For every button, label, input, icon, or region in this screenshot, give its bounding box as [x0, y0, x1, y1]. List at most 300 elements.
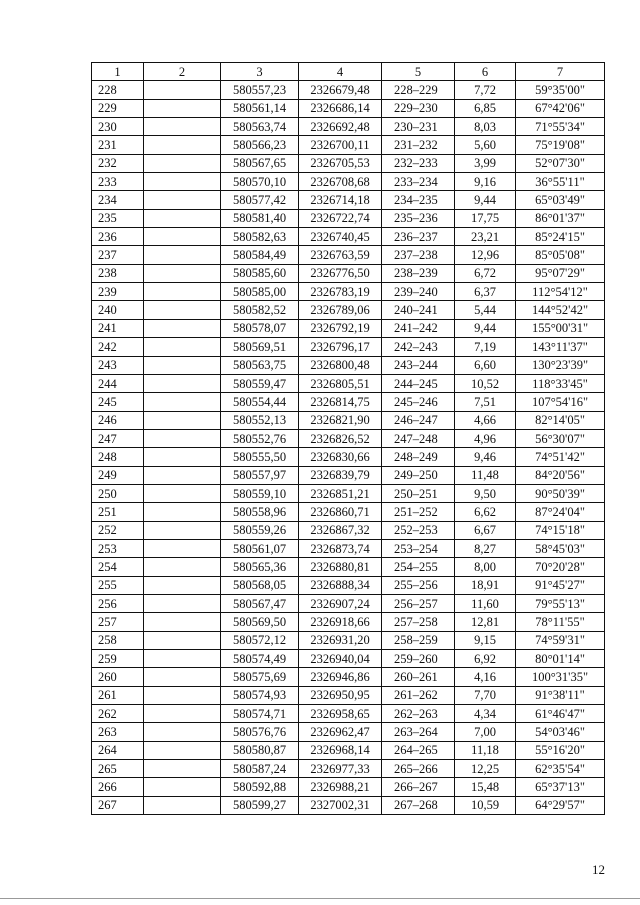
table-cell: 2326946,86 — [299, 668, 382, 686]
table-cell: 85°24'15" — [516, 228, 605, 246]
table-cell: 580581,40 — [221, 209, 299, 227]
table-cell: 580587,24 — [221, 760, 299, 778]
table-cell: 259 — [92, 650, 144, 668]
table-cell: 247 — [92, 429, 144, 447]
table-cell — [144, 760, 221, 778]
page-number: 12 — [592, 862, 605, 877]
table-cell — [144, 81, 221, 99]
table-cell: 6,72 — [455, 264, 516, 282]
table-row — [92, 631, 605, 649]
table-cell — [144, 99, 221, 117]
table-cell — [144, 668, 221, 686]
table-cell: 2326740,45 — [299, 228, 382, 246]
column-header: 6 — [455, 63, 516, 81]
table-cell: 258 — [92, 631, 144, 649]
table-cell: 10,52 — [455, 374, 516, 392]
table-cell: 11,60 — [455, 594, 516, 612]
table-header-row — [92, 63, 605, 81]
table-cell: 240 — [92, 301, 144, 319]
table-cell: 233 — [92, 173, 144, 191]
table-cell — [144, 374, 221, 392]
table-cell: 12,96 — [455, 246, 516, 264]
table-cell: 580557,97 — [221, 466, 299, 484]
table-cell — [144, 356, 221, 374]
table-cell: 6,60 — [455, 356, 516, 374]
table-cell — [144, 705, 221, 723]
table-cell: 2326783,19 — [299, 283, 382, 301]
table-cell: 580578,07 — [221, 319, 299, 337]
table-cell: 2326851,21 — [299, 484, 382, 502]
table-cell — [144, 723, 221, 741]
table-cell: 249 — [92, 466, 144, 484]
table-cell: 8,03 — [455, 118, 516, 136]
table-cell: 232–233 — [382, 154, 455, 172]
table-cell: 239–240 — [382, 283, 455, 301]
table-cell: 82°14'05" — [516, 411, 605, 429]
table-cell: 580561,07 — [221, 539, 299, 557]
table-cell: 80°01'14" — [516, 650, 605, 668]
table-cell: 251–252 — [382, 503, 455, 521]
table-cell: 580576,76 — [221, 723, 299, 741]
table-cell: 11,48 — [455, 466, 516, 484]
table-cell: 71°55'34" — [516, 118, 605, 136]
table-cell: 253 — [92, 539, 144, 557]
table-cell: 67°42'06" — [516, 99, 605, 117]
table-cell: 580574,71 — [221, 705, 299, 723]
table-cell: 235 — [92, 209, 144, 227]
table-cell: 55°16'20" — [516, 741, 605, 759]
table-cell: 2326931,20 — [299, 631, 382, 649]
table-row — [92, 99, 605, 117]
table-cell: 59°35'00" — [516, 81, 605, 99]
table-cell: 2326686,14 — [299, 99, 382, 117]
table-cell: 237 — [92, 246, 144, 264]
table-row — [92, 723, 605, 741]
table-row — [92, 594, 605, 612]
table-cell — [144, 448, 221, 466]
table-cell: 130°23'39" — [516, 356, 605, 374]
table-cell: 267–268 — [382, 796, 455, 814]
table-cell: 2326958,65 — [299, 705, 382, 723]
table-cell — [144, 173, 221, 191]
table-row — [92, 319, 605, 337]
table-cell: 240–241 — [382, 301, 455, 319]
table-cell — [144, 778, 221, 796]
table-row — [92, 209, 605, 227]
table-row — [92, 356, 605, 374]
table-cell — [144, 319, 221, 337]
table-cell: 2326805,51 — [299, 374, 382, 392]
table-cell: 2326873,74 — [299, 539, 382, 557]
table-cell: 230 — [92, 118, 144, 136]
table-cell: 246 — [92, 411, 144, 429]
table-cell: 236 — [92, 228, 144, 246]
table-cell: 23,21 — [455, 228, 516, 246]
table-cell: 250–251 — [382, 484, 455, 502]
table-cell — [144, 136, 221, 154]
table-row — [92, 264, 605, 282]
table-cell — [144, 741, 221, 759]
table-cell: 70°20'28" — [516, 558, 605, 576]
table-cell: 245–246 — [382, 393, 455, 411]
table-cell — [144, 484, 221, 502]
table-cell: 52°07'30" — [516, 154, 605, 172]
table-cell — [144, 154, 221, 172]
table-cell — [144, 393, 221, 411]
table-cell: 90°50'39" — [516, 484, 605, 502]
table-cell: 580569,50 — [221, 613, 299, 631]
table-cell: 580567,47 — [221, 594, 299, 612]
table-cell: 236–237 — [382, 228, 455, 246]
table-row — [92, 81, 605, 99]
table-cell: 229 — [92, 99, 144, 117]
table-cell: 580569,51 — [221, 338, 299, 356]
table-cell: 262–263 — [382, 705, 455, 723]
table-cell: 4,34 — [455, 705, 516, 723]
table-row — [92, 650, 605, 668]
table-cell — [144, 631, 221, 649]
table-cell: 249–250 — [382, 466, 455, 484]
table-cell: 6,92 — [455, 650, 516, 668]
table-cell: 86°01'37" — [516, 209, 605, 227]
table-cell: 36°55'11" — [516, 173, 605, 191]
table-cell: 2326692,48 — [299, 118, 382, 136]
table-cell: 9,50 — [455, 484, 516, 502]
table-cell: 580585,60 — [221, 264, 299, 282]
table-cell: 243 — [92, 356, 144, 374]
column-header: 1 — [92, 63, 144, 81]
table-cell: 235–236 — [382, 209, 455, 227]
table-cell: 265–266 — [382, 760, 455, 778]
table-cell: 580584,49 — [221, 246, 299, 264]
table-cell: 2326888,34 — [299, 576, 382, 594]
table-cell: 56°30'07" — [516, 429, 605, 447]
table-cell: 2326722,74 — [299, 209, 382, 227]
table-cell: 2326988,21 — [299, 778, 382, 796]
table-cell: 112°54'12" — [516, 283, 605, 301]
table-cell — [144, 338, 221, 356]
table-cell: 580566,23 — [221, 136, 299, 154]
table-row — [92, 301, 605, 319]
table-cell: 6,62 — [455, 503, 516, 521]
table-row — [92, 539, 605, 557]
table-row — [92, 741, 605, 759]
table-cell: 264 — [92, 741, 144, 759]
table-cell: 242 — [92, 338, 144, 356]
table-cell: 580575,69 — [221, 668, 299, 686]
table-row — [92, 484, 605, 502]
table-cell: 79°55'13" — [516, 594, 605, 612]
table-cell: 580552,76 — [221, 429, 299, 447]
table-row — [92, 521, 605, 539]
table-cell: 2326714,18 — [299, 191, 382, 209]
table-cell: 580555,50 — [221, 448, 299, 466]
table-cell: 250 — [92, 484, 144, 502]
table-cell: 580568,05 — [221, 576, 299, 594]
table-cell — [144, 613, 221, 631]
table-cell: 254–255 — [382, 558, 455, 576]
table-cell: 2326950,95 — [299, 686, 382, 704]
table-cell — [144, 228, 221, 246]
table-cell: 580582,63 — [221, 228, 299, 246]
table-cell: 85°05'08" — [516, 246, 605, 264]
table-cell: 580585,00 — [221, 283, 299, 301]
table-cell — [144, 539, 221, 557]
table-cell: 261–262 — [382, 686, 455, 704]
table-cell: 237–238 — [382, 246, 455, 264]
table-cell: 100°31'35" — [516, 668, 605, 686]
table-cell: 54°03'46" — [516, 723, 605, 741]
column-header: 7 — [516, 63, 605, 81]
table-cell: 84°20'56" — [516, 466, 605, 484]
table-cell: 266 — [92, 778, 144, 796]
column-header: 2 — [144, 63, 221, 81]
table-cell: 78°11'55" — [516, 613, 605, 631]
table-cell: 258–259 — [382, 631, 455, 649]
table-cell: 228–229 — [382, 81, 455, 99]
table-cell: 264–265 — [382, 741, 455, 759]
table-cell: 2326918,66 — [299, 613, 382, 631]
table-cell: 2326860,71 — [299, 503, 382, 521]
table-cell: 238–239 — [382, 264, 455, 282]
table-cell: 256 — [92, 594, 144, 612]
table-cell: 580563,74 — [221, 118, 299, 136]
table-cell — [144, 558, 221, 576]
table-cell: 17,75 — [455, 209, 516, 227]
table-cell — [144, 264, 221, 282]
table-cell: 266–267 — [382, 778, 455, 796]
table-cell: 5,44 — [455, 301, 516, 319]
table-cell: 248–249 — [382, 448, 455, 466]
table-cell: 234 — [92, 191, 144, 209]
table-cell: 580565,36 — [221, 558, 299, 576]
table-cell: 256–257 — [382, 594, 455, 612]
table-cell: 7,51 — [455, 393, 516, 411]
table-row — [92, 668, 605, 686]
table-row — [92, 576, 605, 594]
table-cell: 7,00 — [455, 723, 516, 741]
table-cell — [144, 209, 221, 227]
table-cell — [144, 191, 221, 209]
table-cell: 580559,10 — [221, 484, 299, 502]
table-row — [92, 558, 605, 576]
table-cell: 580552,13 — [221, 411, 299, 429]
table-cell: 7,72 — [455, 81, 516, 99]
table-row — [92, 173, 605, 191]
table-cell: 2326940,04 — [299, 650, 382, 668]
table-cell: 233–234 — [382, 173, 455, 191]
table-row — [92, 686, 605, 704]
table-cell: 2326776,50 — [299, 264, 382, 282]
table-cell: 10,59 — [455, 796, 516, 814]
table-row — [92, 191, 605, 209]
table-cell: 580572,12 — [221, 631, 299, 649]
table-cell: 232 — [92, 154, 144, 172]
table-cell: 580577,42 — [221, 191, 299, 209]
table-cell: 247–248 — [382, 429, 455, 447]
table-cell: 7,19 — [455, 338, 516, 356]
table-cell: 74°51'42" — [516, 448, 605, 466]
table-cell: 231–232 — [382, 136, 455, 154]
table-row — [92, 374, 605, 392]
table-cell: 580558,96 — [221, 503, 299, 521]
table-body — [92, 81, 605, 815]
table-cell: 9,44 — [455, 319, 516, 337]
table-cell: 2326789,06 — [299, 301, 382, 319]
table-cell: 95°07'29" — [516, 264, 605, 282]
table-cell: 9,46 — [455, 448, 516, 466]
table-cell: 580554,44 — [221, 393, 299, 411]
table-cell: 246–247 — [382, 411, 455, 429]
table-cell: 2326814,75 — [299, 393, 382, 411]
table-cell: 253–254 — [382, 539, 455, 557]
table-cell: 230–231 — [382, 118, 455, 136]
table-cell — [144, 796, 221, 814]
table-cell: 2326968,14 — [299, 741, 382, 759]
table-cell: 2326830,66 — [299, 448, 382, 466]
table-cell: 244 — [92, 374, 144, 392]
table-cell: 234–235 — [382, 191, 455, 209]
table-cell: 6,67 — [455, 521, 516, 539]
table-cell: 74°59'31" — [516, 631, 605, 649]
table-cell: 61°46'47" — [516, 705, 605, 723]
coordinates-table — [91, 62, 605, 815]
table-row — [92, 466, 605, 484]
table-cell: 8,27 — [455, 539, 516, 557]
table-cell: 228 — [92, 81, 144, 99]
table-cell: 263–264 — [382, 723, 455, 741]
table-row — [92, 705, 605, 723]
table-cell: 6,37 — [455, 283, 516, 301]
table-cell — [144, 650, 221, 668]
table-cell: 255 — [92, 576, 144, 594]
table-cell: 580599,27 — [221, 796, 299, 814]
table-cell: 11,18 — [455, 741, 516, 759]
table-cell: 4,16 — [455, 668, 516, 686]
table-row — [92, 503, 605, 521]
table-row — [92, 448, 605, 466]
table-cell — [144, 576, 221, 594]
table-cell: 2327002,31 — [299, 796, 382, 814]
column-header: 3 — [221, 63, 299, 81]
table-cell: 239 — [92, 283, 144, 301]
table-cell: 580567,65 — [221, 154, 299, 172]
table-cell: 580557,23 — [221, 81, 299, 99]
table-row — [92, 136, 605, 154]
table-cell: 4,96 — [455, 429, 516, 447]
table-cell: 9,16 — [455, 173, 516, 191]
table-cell: 74°15'18" — [516, 521, 605, 539]
table-row — [92, 429, 605, 447]
table-cell — [144, 594, 221, 612]
table-row — [92, 118, 605, 136]
table-row — [92, 393, 605, 411]
table-cell — [144, 466, 221, 484]
table-cell: 248 — [92, 448, 144, 466]
table-cell: 2326792,19 — [299, 319, 382, 337]
table-cell: 4,66 — [455, 411, 516, 429]
table-cell: 2326705,53 — [299, 154, 382, 172]
table-cell: 242–243 — [382, 338, 455, 356]
table-row — [92, 796, 605, 814]
table-cell: 58°45'03" — [516, 539, 605, 557]
table-cell: 267 — [92, 796, 144, 814]
table-cell: 580559,26 — [221, 521, 299, 539]
column-header: 4 — [299, 63, 382, 81]
table-cell: 2326907,24 — [299, 594, 382, 612]
table-cell: 62°35'54" — [516, 760, 605, 778]
table-cell: 261 — [92, 686, 144, 704]
footer-divider — [0, 898, 640, 899]
table-cell: 2326867,32 — [299, 521, 382, 539]
table-row — [92, 778, 605, 796]
table-row — [92, 154, 605, 172]
table-cell — [144, 429, 221, 447]
table-cell: 260–261 — [382, 668, 455, 686]
table-cell: 257–258 — [382, 613, 455, 631]
table-cell: 144°52'42" — [516, 301, 605, 319]
table-cell: 7,70 — [455, 686, 516, 704]
table-cell — [144, 503, 221, 521]
table-cell: 251 — [92, 503, 144, 521]
table-cell: 252 — [92, 521, 144, 539]
table-cell: 580592,88 — [221, 778, 299, 796]
table-cell: 580582,52 — [221, 301, 299, 319]
table-cell: 259–260 — [382, 650, 455, 668]
table-cell: 12,81 — [455, 613, 516, 631]
table-cell: 255–256 — [382, 576, 455, 594]
table-row — [92, 613, 605, 631]
table-cell: 8,00 — [455, 558, 516, 576]
table-cell: 3,99 — [455, 154, 516, 172]
table-cell: 2326679,48 — [299, 81, 382, 99]
table-cell: 9,44 — [455, 191, 516, 209]
table-cell: 580580,87 — [221, 741, 299, 759]
table-cell — [144, 301, 221, 319]
table-cell: 241–242 — [382, 319, 455, 337]
table-cell: 2326800,48 — [299, 356, 382, 374]
table-cell: 257 — [92, 613, 144, 631]
table-cell: 244–245 — [382, 374, 455, 392]
table-cell: 143°11'37" — [516, 338, 605, 356]
table-cell: 241 — [92, 319, 144, 337]
table-cell: 18,91 — [455, 576, 516, 594]
table-row — [92, 228, 605, 246]
table-cell: 260 — [92, 668, 144, 686]
table-cell: 262 — [92, 705, 144, 723]
table-cell: 118°33'45" — [516, 374, 605, 392]
table-cell: 91°38'11" — [516, 686, 605, 704]
table-cell: 2326826,52 — [299, 429, 382, 447]
column-header: 5 — [382, 63, 455, 81]
table-cell: 9,15 — [455, 631, 516, 649]
table-cell: 75°19'08" — [516, 136, 605, 154]
table-cell: 2326763,59 — [299, 246, 382, 264]
table-cell: 87°24'04" — [516, 503, 605, 521]
table-cell — [144, 521, 221, 539]
table-cell: 2326880,81 — [299, 558, 382, 576]
table-cell: 265 — [92, 760, 144, 778]
table-cell: 2326962,47 — [299, 723, 382, 741]
table-cell: 580574,49 — [221, 650, 299, 668]
table-cell: 107°54'16" — [516, 393, 605, 411]
table-cell: 252–253 — [382, 521, 455, 539]
table-cell: 238 — [92, 264, 144, 282]
table-cell: 12,25 — [455, 760, 516, 778]
table-cell: 580559,47 — [221, 374, 299, 392]
table-cell: 91°45'27" — [516, 576, 605, 594]
table-cell: 231 — [92, 136, 144, 154]
